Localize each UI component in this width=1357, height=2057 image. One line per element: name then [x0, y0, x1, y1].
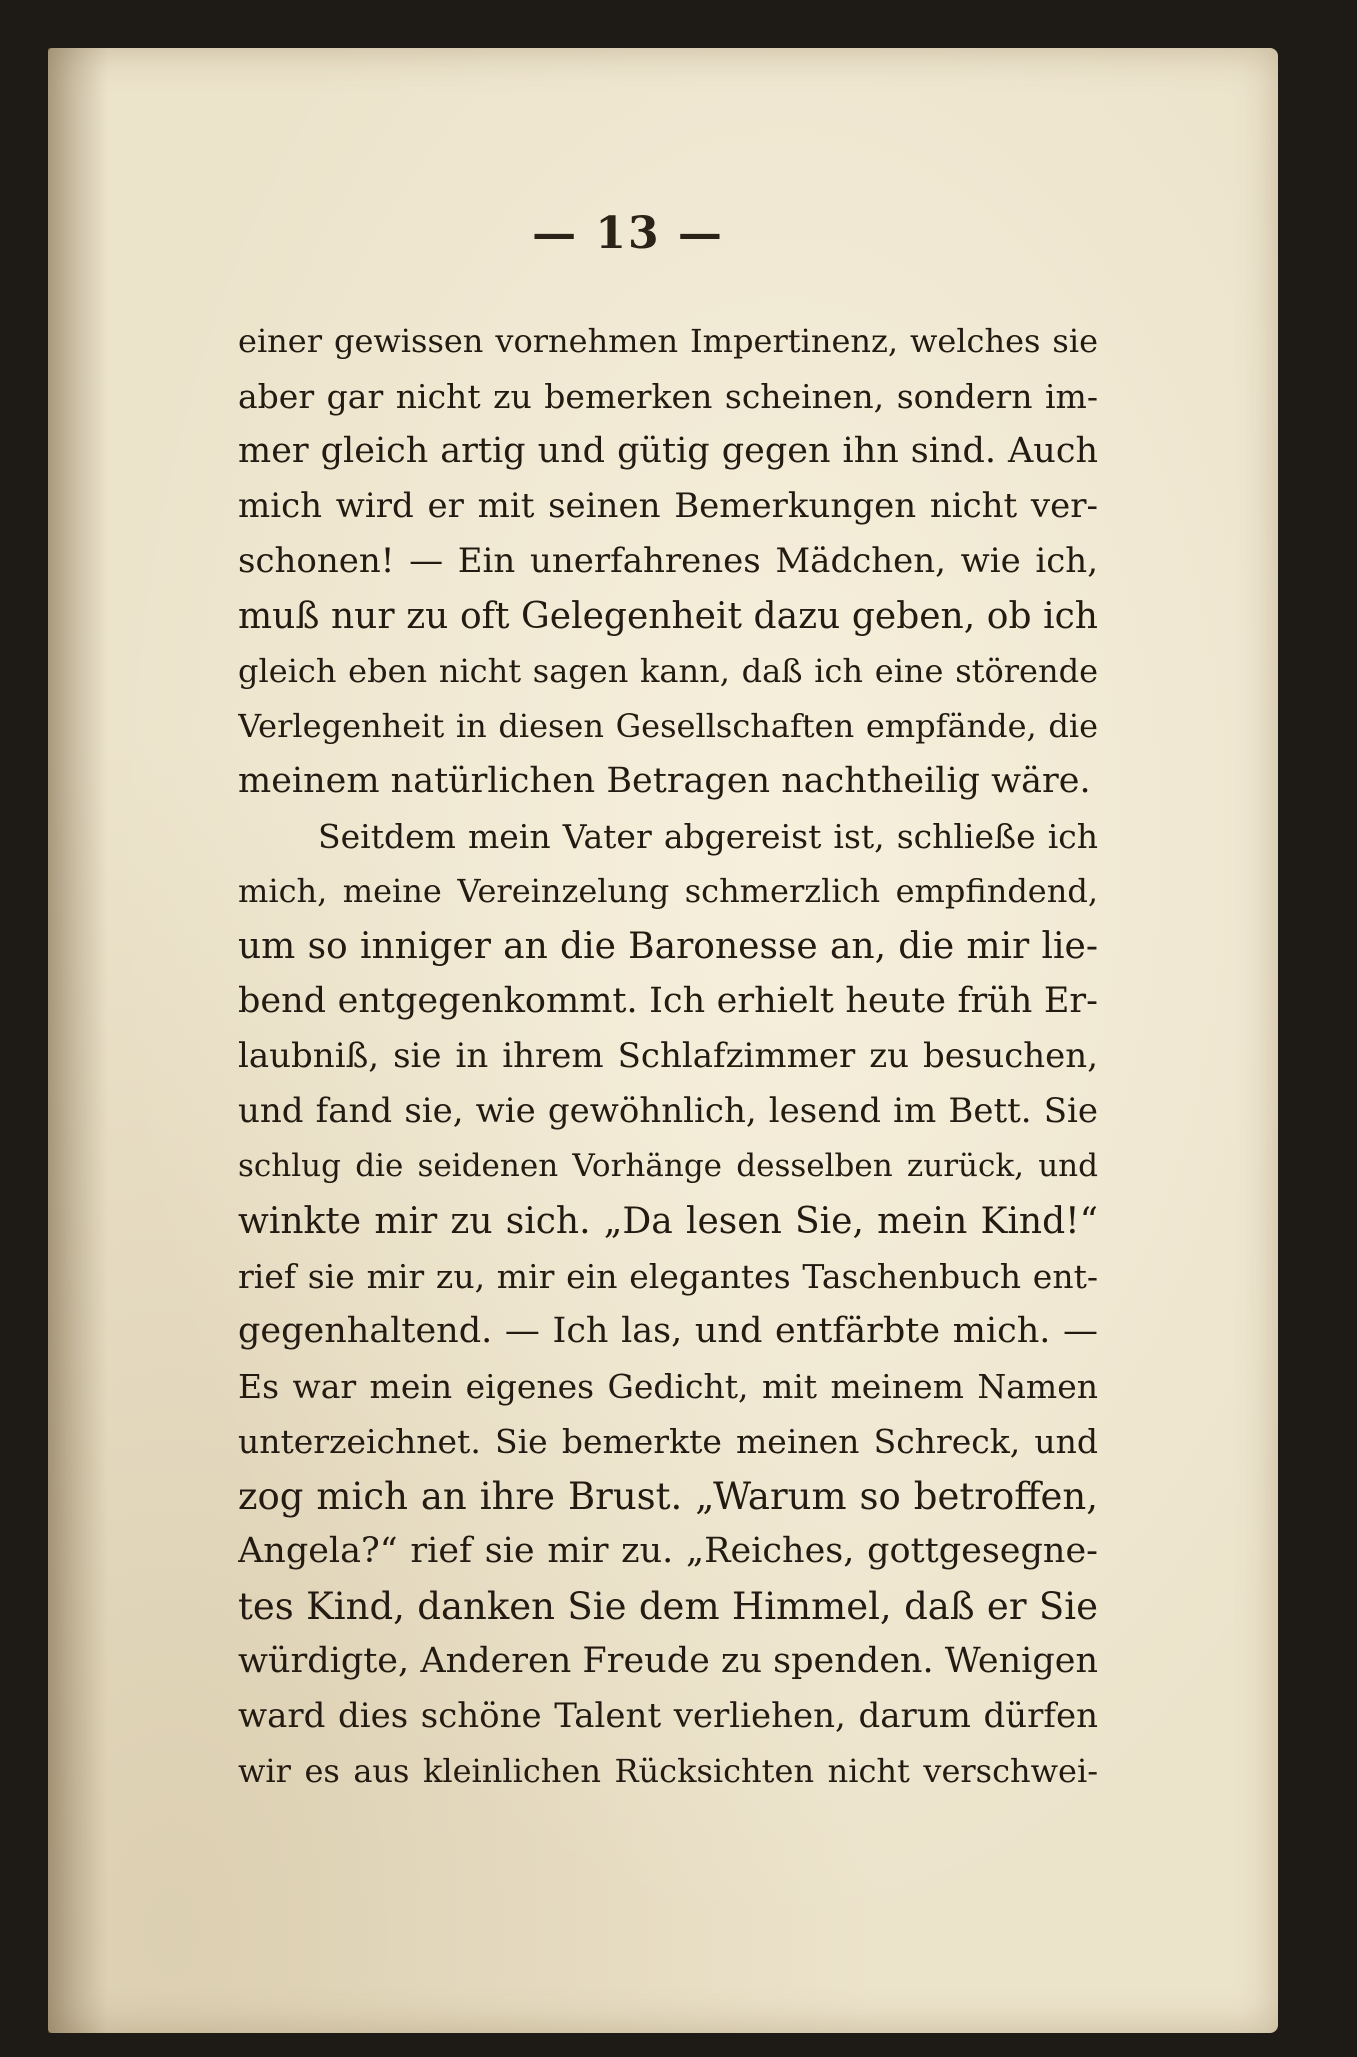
text-line: bend entgegenkommt. Ich erhielt heute früh Er- — [238, 981, 1098, 1021]
text-line: einer gewissen vornehmen Impertinenz, welches sie — [238, 322, 1098, 360]
text-line: Angela?“ rief sie mir zu. „Reiches, gottgesegne- — [238, 1531, 1098, 1571]
text-line: schlug die seidenen Vorhänge desselben zurück, und — [238, 1148, 1098, 1184]
text-line: ward dies schöne Talent verliehen, darum dürfen — [238, 1696, 1098, 1736]
text-line: winkte mir zu sich. „Da lesen Sie, mein Kind!“ — [238, 1201, 1098, 1242]
text-line: unterzeichnet. Sie bemerkte meinen Schreck, und — [238, 1422, 1098, 1461]
text-line: Verlegenheit in diesen Gesellschaften empfände, die — [238, 707, 1098, 745]
page-gutter-shadow — [48, 48, 108, 2033]
text-line: Seitdem mein Vater abgereist ist, schließe ich — [318, 817, 1098, 856]
text-line: zog mich an ihre Brust. „Warum so betroffen, — [238, 1475, 1098, 1518]
page-number: — 13 — — [532, 208, 724, 259]
text-line: mich, meine Vereinzelung schmerzlich empfindend, — [238, 872, 1098, 910]
text-line: gleich eben nicht sagen kann, daß ich eine störende — [238, 652, 1098, 690]
text-line: meinem natürlichen Betragen nachtheilig wäre. — [238, 761, 1091, 801]
text-line: gegenhaltend. — Ich las, und entfärbte mich. — — [238, 1311, 1098, 1351]
text-line: wir es aus kleinlichen Rücksichten nicht verschwei- — [238, 1752, 1098, 1790]
text-line: aber gar nicht zu bemerken scheinen, sondern im- — [238, 377, 1098, 416]
book-page — [48, 48, 1278, 2033]
body-text — [238, 314, 1098, 1799]
text-line: um so inniger an die Baronesse an, die mir lie- — [238, 926, 1098, 967]
text-line: mich wird er mit seinen Bemerkungen nicht ver- — [238, 486, 1098, 526]
text-line: mer gleich artig und gütig gegen ihn sind. Auch — [238, 431, 1098, 471]
text-line: muß nur zu oft Gelegenheit dazu geben, ob ich — [238, 596, 1098, 637]
text-line: tes Kind, danken Sie dem Himmel, daß er Sie — [238, 1585, 1098, 1628]
text-line: und fand sie, wie gewöhnlich, lesend im Bett. Sie — [238, 1091, 1098, 1131]
text-line: Es war mein eigenes Gedicht, mit meinem Namen — [238, 1367, 1098, 1406]
text-line: rief sie mir zu, mir ein elegantes Taschenbuch ent- — [238, 1257, 1098, 1296]
text-line: schonen! — Ein unerfahrenes Mädchen, wie ich, — [238, 541, 1098, 581]
text-line: laubniß, sie in ihrem Schlafzimmer zu besuchen, — [238, 1036, 1098, 1076]
text-line: würdigte, Anderen Freude zu spenden. Wenigen — [238, 1641, 1098, 1681]
